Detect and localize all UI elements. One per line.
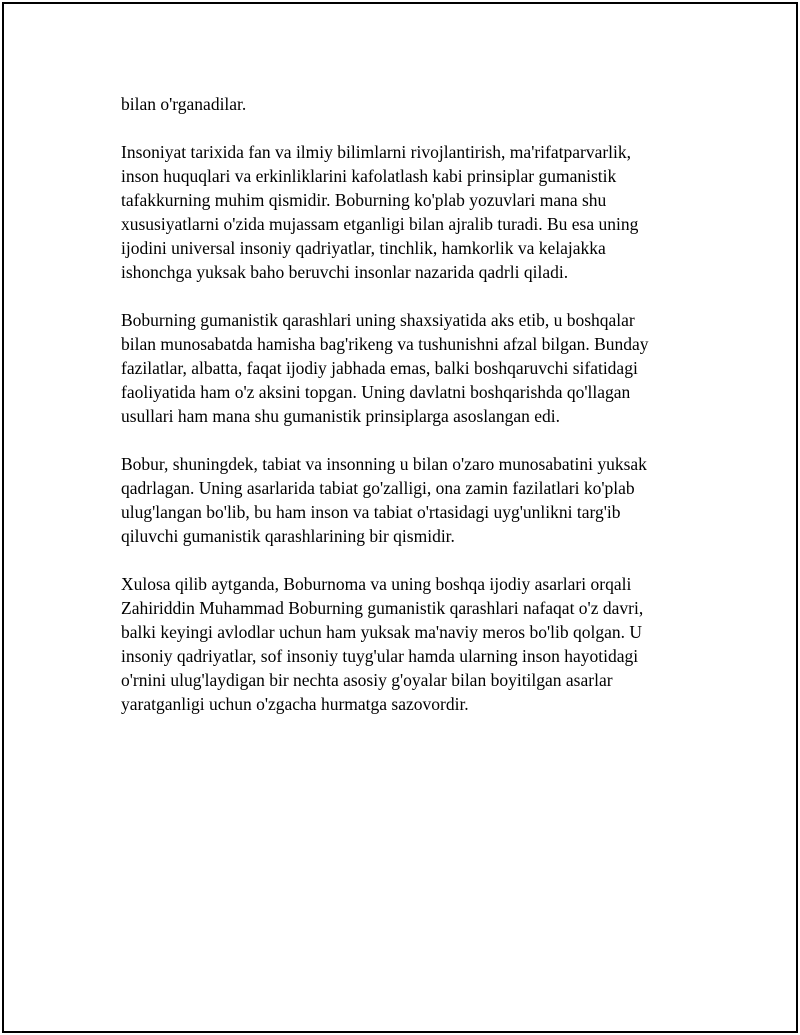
text-line: Boburning gumanistik qarashlari uning shaxsiyatida aks etib, u boshqalar: [121, 310, 635, 330]
text-line: bilan munosabatda hamisha bag'rikeng va tushunishni afzal bilgan. Bunday: [121, 334, 649, 354]
paragraph-nature: [121, 452, 691, 548]
text-line: qadrlagan. Uning asarlarida tabiat go'zalligi, ona zamin fazilatlari ko'plab: [121, 478, 635, 498]
text-line: inson huquqlari va erkinliklarini kafolatlash kabi prinsiplar gumanistik: [121, 166, 617, 186]
paragraph-continuation: [121, 92, 691, 116]
text-line: tafakkurning muhim qismidir. Boburning ko'plab yozuvlari mana shu: [121, 190, 607, 210]
text-line: Zahiriddin Muhammad Boburning gumanistik qarashlari nafaqat o'z davri,: [121, 598, 644, 618]
text-line: Xulosa qilib aytganda, Boburnoma va uning boshqa ijodiy asarlari orqali: [121, 574, 632, 594]
text-line: fazilatlar, albatta, faqat ijodiy jabhada emas, balki boshqaruvchi sifatidagi: [121, 358, 638, 378]
text-line: insoniy qadriyatlar, sof insoniy tuyg'ular hamda ularning inson hayotidagi: [121, 646, 639, 666]
document-body: [121, 92, 691, 740]
paragraph-humanist-views: [121, 308, 691, 428]
paragraph-conclusion: [121, 572, 691, 716]
text-line: ishonchga yuksak baho beruvchi insonlar nazarida qadrli qiladi.: [121, 262, 569, 282]
paragraph-science-enlightenment: [121, 140, 691, 284]
text-line: qiluvchi gumanistik qarashlarining bir qismidir.: [121, 526, 455, 546]
text-line: bilan o'rganadilar.: [121, 94, 247, 114]
text-line: o'rnini ulug'laydigan bir nechta asosiy g'oyalar bilan boyitilgan asarlar: [121, 670, 613, 690]
text-line: usullari ham mana shu gumanistik prinsiplarga asoslangan edi.: [121, 406, 561, 426]
text-line: ulug'langan bo'lib, bu ham inson va tabiat o'rtasidagi uyg'unlikni targ'ib: [121, 502, 621, 522]
document-page: [2, 2, 798, 1033]
text-line: xususiyatlarni o'zida mujassam etganligi bilan ajralib turadi. Bu esa uning: [121, 214, 639, 234]
text-line: Bobur, shuningdek, tabiat va insonning u bilan o'zaro munosabatini yuksak: [121, 454, 647, 474]
text-line: Insoniyat tarixida fan va ilmiy bilimlarni rivojlantirish, ma'rifatparvarlik,: [121, 142, 632, 162]
text-line: balki keyingi avlodlar uchun ham yuksak ma'naviy meros bo'lib qolgan. U: [121, 622, 642, 642]
text-line: yaratganligi uchun o'zgacha hurmatga sazovordir.: [121, 694, 469, 714]
text-line: ijodini universal insoniy qadriyatlar, tinchlik, hamkorlik va kelajakka: [121, 238, 606, 258]
text-line: faoliyatida ham o'z aksini topgan. Uning davlatni boshqarishda qo'llagan: [121, 382, 631, 402]
